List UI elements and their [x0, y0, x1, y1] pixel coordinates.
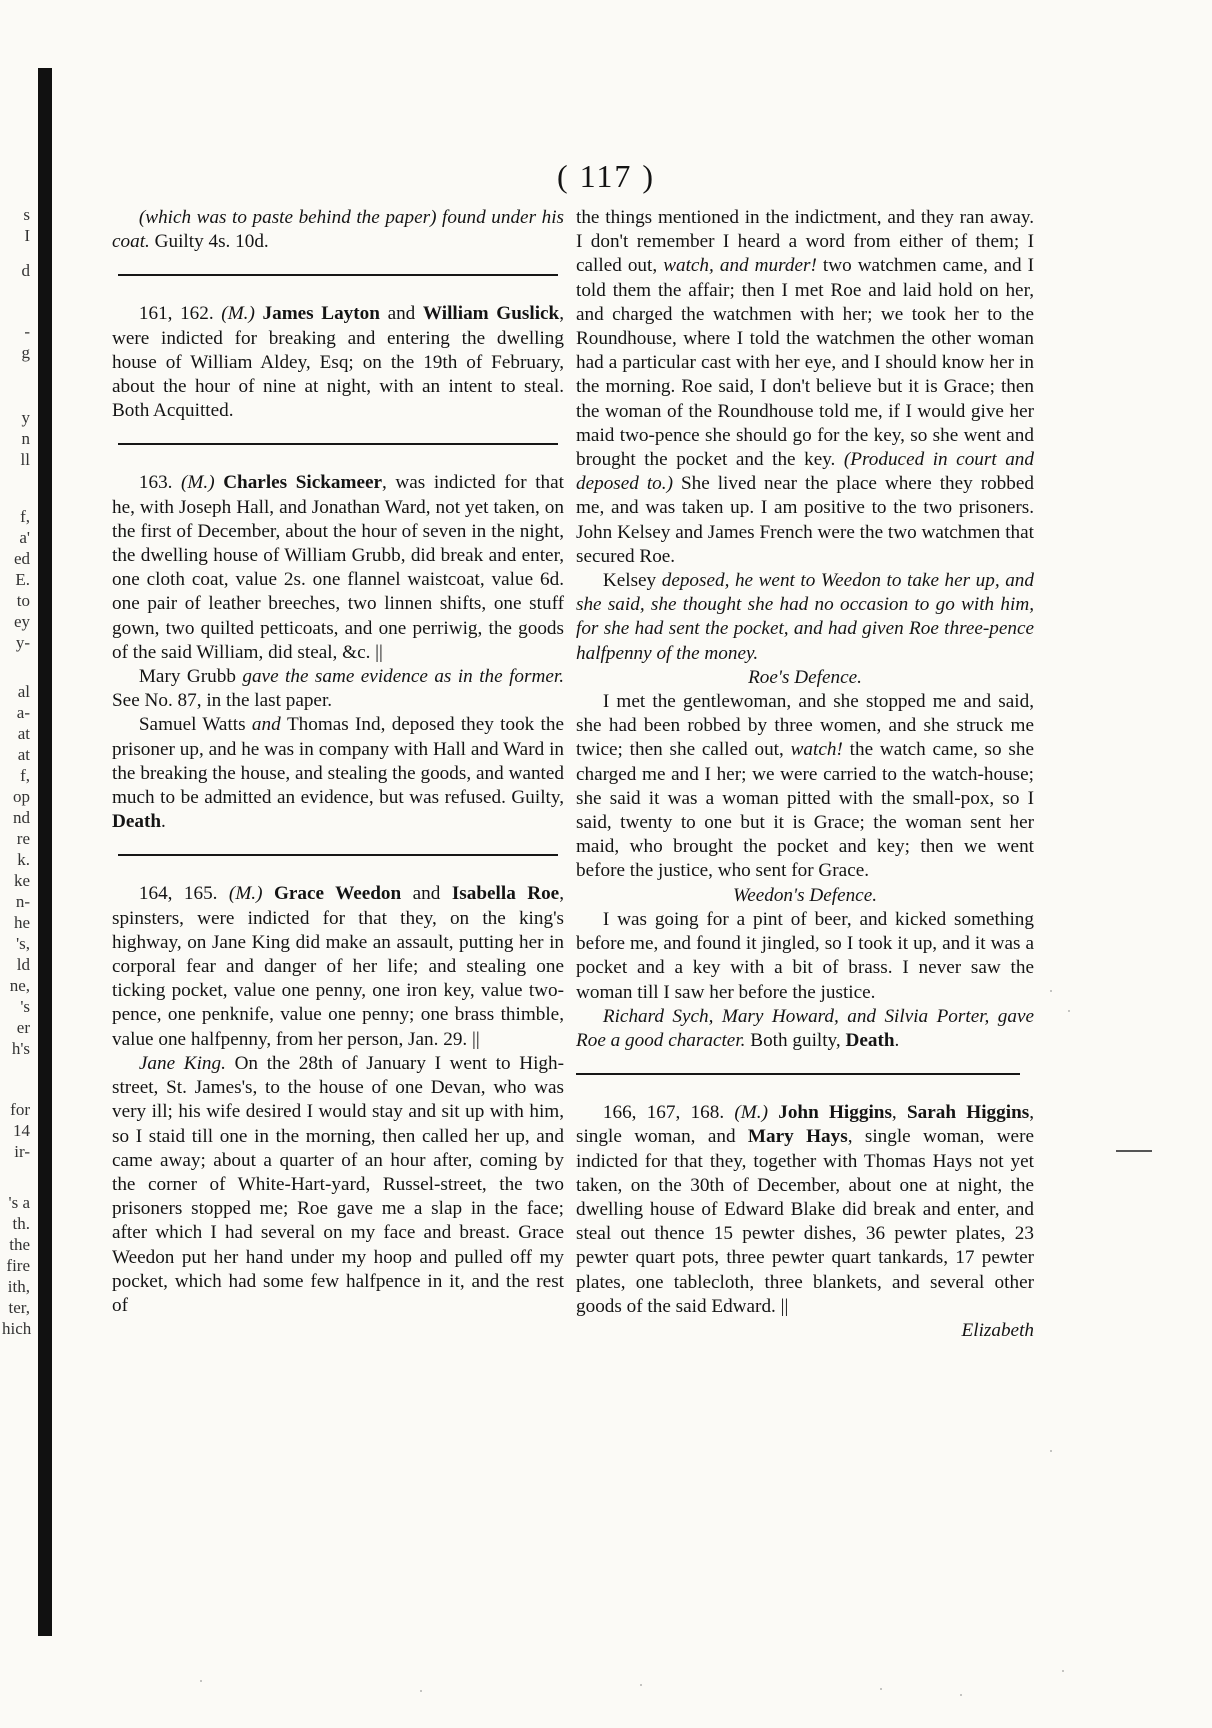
- left-column: [112, 206, 564, 1318]
- edge-fragment: re: [16, 829, 30, 848]
- edge-fragment: E.: [15, 570, 30, 589]
- defendant-name: Mary Hays: [747, 1126, 848, 1148]
- edge-fragment: 's a: [8, 1193, 30, 1212]
- edge-fragment: ith,: [7, 1277, 30, 1296]
- entry-160-tail: [112, 206, 564, 254]
- testimony-text: the watch came, so she charged me and I her; we were carried to the watch-house; she said it was a woman pitted with the small-pox, so I said, twenty to one but it is Grace; the woman sent her maid, who brought the pocket and key; then we went before the justice, who sent for Grace.: [576, 739, 1034, 882]
- section-divider: [118, 854, 558, 856]
- edge-fragment: y-: [15, 633, 30, 652]
- edge-fragment: f,: [20, 507, 30, 526]
- edge-fragment: to: [16, 591, 30, 610]
- edge-fragment: at: [17, 745, 30, 764]
- weedon-defence-heading: Weedon's Defence.: [732, 884, 878, 906]
- testimony-text: Thomas Ind, deposed they took the prisoner up, and he was in company with Hall and Ward in the breaking the house, and stealing the goods, and wanted much to be admitted an evidence, but was refused. Guilty,: [112, 714, 564, 809]
- edge-fragment: ed: [13, 549, 30, 568]
- witness-name: Kelsey: [602, 570, 657, 592]
- entry-164-165: [112, 882, 564, 1318]
- case-number: 163.: [138, 472, 173, 494]
- testimony-quote: watch!: [790, 739, 843, 761]
- sentence: Death: [845, 1029, 895, 1051]
- edge-fragment: op: [13, 787, 30, 806]
- court-mark: (M.): [172, 472, 224, 494]
- defendant-name: Charles Sickameer: [223, 472, 383, 494]
- catchword: Elizabeth: [961, 1319, 1034, 1341]
- entry-160-verdict: Guilty 4s. 10d.: [149, 231, 269, 253]
- case-number: 164, 165.: [138, 883, 218, 905]
- witness-names: Richard Sych, Mary Howard, and Silvia Porter, gave Roe a good character.: [576, 1005, 1034, 1051]
- case-text: , single woman, and: [576, 1102, 1034, 1148]
- testimony-text: On the 28th of January I went to High-street, St. James's, to the house of one Devan, who was very ill; his wife desired I would stay and sit up with him, so I staid till one in the morning, then called her up, and came away; about a quarter of an hour after, coming by the corner of White-Hart-yard, Russel-street, the two prisoners stopped me; Roe gave me a slap in the face; after which I had several on my face and breast. Grace Weedon put her hand under my hoop and pulled off my pocket, which had some few halfpence in it, and the rest of: [112, 1052, 564, 1316]
- print-speck: [880, 1688, 882, 1690]
- entry-163: [112, 471, 564, 834]
- testimony-quote: watch, and murder!: [663, 255, 817, 277]
- edge-fragment: the: [9, 1235, 30, 1254]
- edge-fragment: s: [23, 205, 30, 224]
- conjunction: and: [379, 303, 423, 325]
- edge-fragment: he: [13, 913, 30, 932]
- edge-fragment: h's: [11, 1039, 30, 1058]
- edge-fragment: a': [19, 528, 30, 547]
- punctuation: .: [161, 811, 166, 833]
- edge-fragment: ir-: [14, 1142, 30, 1161]
- print-speck: [1050, 1450, 1052, 1452]
- case-text: , were indicted for breaking and entering the dwelling house of William Aldey, Esq; on the 19th of February, about the hour of nine at night, with an intent to steal. Both Acquitted.: [112, 303, 565, 422]
- court-mark: (M.): [724, 1102, 779, 1124]
- conjunction: and: [245, 714, 287, 736]
- testimony-text: I met the gentlewoman, and she stopped me and said, she had been robbed by three women, and she struck me twice; then she called out,: [576, 691, 1034, 761]
- section-divider: [118, 274, 558, 276]
- entry-166-168: [576, 1101, 1034, 1343]
- witness-name: Samuel Watts: [138, 714, 246, 736]
- conjunction: and: [401, 883, 452, 905]
- edge-fragment: fire: [6, 1256, 30, 1275]
- section-divider: [576, 1073, 1020, 1075]
- edge-fragment: ld: [16, 955, 30, 974]
- binding-edge: [38, 68, 52, 1636]
- print-speck: [420, 1690, 422, 1692]
- testimony-note: gave the same evidence as in the former.: [235, 666, 564, 688]
- edge-fragment: 's,: [16, 934, 30, 953]
- defendant-name: Isabella Roe: [451, 883, 560, 905]
- court-note: (Produced in court and deposed to.): [576, 449, 1034, 495]
- edge-fragment: f,: [20, 766, 30, 785]
- edge-fragment: -: [24, 322, 30, 341]
- kelsey-deposition: [576, 569, 1034, 666]
- edge-fragment: g: [21, 343, 30, 362]
- testimony-continued: [576, 206, 1034, 569]
- edge-fragment: ke: [13, 871, 30, 890]
- edge-fragment: ne,: [9, 976, 30, 995]
- character-witnesses: [576, 1005, 1034, 1053]
- testimony-text: She lived near the place where they robbed me, and was taken up. I am positive to the two prisoners. John Kelsey and James French were the two watchmen that secured Roe.: [576, 473, 1034, 567]
- punctuation: .: [894, 1029, 900, 1051]
- case-text: , spinsters, were indicted for that they, on the king's highway, on Jane King did make an assault, putting her in corporal fear and danger of her life; and stealing one ticking pocket, value one penny, one iron key, value two-pence, one penknife, value one penny; one brass thimble, value one halfpenny, from her person, Jan. 29. ||: [112, 883, 564, 1050]
- edge-fragment: th.: [12, 1214, 30, 1233]
- edge-fragment: nd: [13, 808, 30, 827]
- edge-fragment: ll: [20, 450, 30, 469]
- print-speck: [640, 1684, 642, 1686]
- edge-fragment: er: [16, 1018, 30, 1037]
- defendant-name: Sarah Higgins: [906, 1102, 1030, 1124]
- court-mark: (M.): [217, 883, 274, 905]
- roe-defence-heading: Roe's Defence.: [748, 666, 862, 688]
- defendant-name: James Layton: [262, 303, 380, 325]
- case-text: , was indicted for that he, with Joseph Hall, and Jonathan Ward, not yet taken, on the first of December, about the hour of seven in the night, the dwelling house of William Grubb, did break and enter, one cloth coat, value 2s. one flannel waistcoat, value 6d. one pair of leather breeches, two linnen shifts, one stuff gown, two quilted petticoats, and one perriwig, the goods of the said William, did steal, &c. ||: [112, 472, 564, 663]
- edge-fragment: d: [21, 261, 30, 280]
- case-text: , single woman, were indicted for that they, together with Thomas Hays not yet taken, on the 30th of December, about one at night, the dwelling house of Edward Blake did break and enter, and steal out thence 15 pewter dishes, 36 pewter plates, 23 pewter quart pots, three pewter quart tankards, 17 pewter plates, one tablecloth, three blankets, and several other goods of the said Edward. ||: [576, 1126, 1034, 1317]
- edge-fragment: y: [21, 408, 30, 427]
- edge-fragment: hich: [2, 1319, 32, 1338]
- print-speck: [200, 1680, 202, 1682]
- weedon-defence: I was going for a pint of beer, and kicked something before me, and found it jingled, so I took it up, and it was a pocket and a key with a bit of brass. I never saw the woman till I saw her before the justice.: [576, 908, 1034, 1003]
- testimony-text: the things mentioned in the indictment, and they ran away. I don't remember I heard a word from either of them; I called out,: [576, 207, 1034, 277]
- sentence: Death: [112, 811, 162, 833]
- print-speck: [1050, 990, 1052, 992]
- defendant-name: Grace Weedon: [273, 883, 402, 905]
- edge-fragment: n: [21, 429, 30, 448]
- case-number: 161, 162.: [138, 303, 214, 325]
- punctuation: ,: [891, 1102, 907, 1124]
- case-number: 166, 167, 168.: [602, 1102, 725, 1124]
- edge-fragment: ey: [13, 612, 30, 631]
- roe-defence: [576, 690, 1034, 884]
- section-divider: [118, 443, 558, 445]
- edge-fragment: ter,: [8, 1298, 30, 1317]
- edge-fragment: I: [24, 226, 30, 245]
- edge-fragment: n-: [15, 892, 30, 911]
- defendant-name: William Guslick: [422, 303, 560, 325]
- edge-fragment: 14: [13, 1121, 30, 1140]
- entry-161-162: [112, 302, 564, 423]
- page-number: ( 117 ): [556, 158, 656, 194]
- court-mark: (M.): [213, 303, 263, 325]
- testimony-text: two watchmen came, and I told them the affair; then I met Roe and laid hold on her, and charged the watchmen with her; we took her to the Roundhouse, where I told the watchmen the other woman had a particular cast with her eye, and I should know her in the morning. Roe said, I don't believe but it is Grace; then the woman of the Roundhouse told me, if I would give her maid two-pence she should go for the key, so she went and brought the pocket and the key.: [576, 255, 1034, 471]
- entry-160-note: (which was to paste behind the paper) found under: [138, 207, 537, 228]
- defendant-name: John Higgins: [778, 1102, 892, 1124]
- testimony-ref: See No. 87, in the last paper.: [112, 690, 333, 712]
- witness-name: Mary Grubb: [138, 666, 236, 688]
- verdict: Both guilty,: [745, 1029, 846, 1051]
- witness-name: Jane King.: [138, 1052, 226, 1074]
- margin-mark: [1116, 1150, 1152, 1152]
- edge-fragment: for: [10, 1100, 30, 1119]
- right-column: [576, 206, 1034, 1343]
- print-speck: [960, 1694, 962, 1696]
- edge-fragment: k.: [17, 850, 30, 869]
- entry-160-note-b: his coat.: [112, 207, 564, 253]
- edge-fragment: a-: [16, 703, 30, 722]
- edge-fragment: al: [17, 682, 30, 701]
- testimony-text: deposed, he went to Weedon to take her up, and she said, she thought she had no occasion to go with him, for she had sent the pocket, and had given Roe three-pence halfpenny of the money.: [576, 570, 1034, 664]
- edge-fragment: at: [17, 724, 30, 743]
- print-speck: [1062, 1670, 1064, 1672]
- edge-fragment: 's: [20, 997, 30, 1016]
- print-speck: [1068, 1010, 1070, 1012]
- left-edge-fragments: [2, 204, 30, 1339]
